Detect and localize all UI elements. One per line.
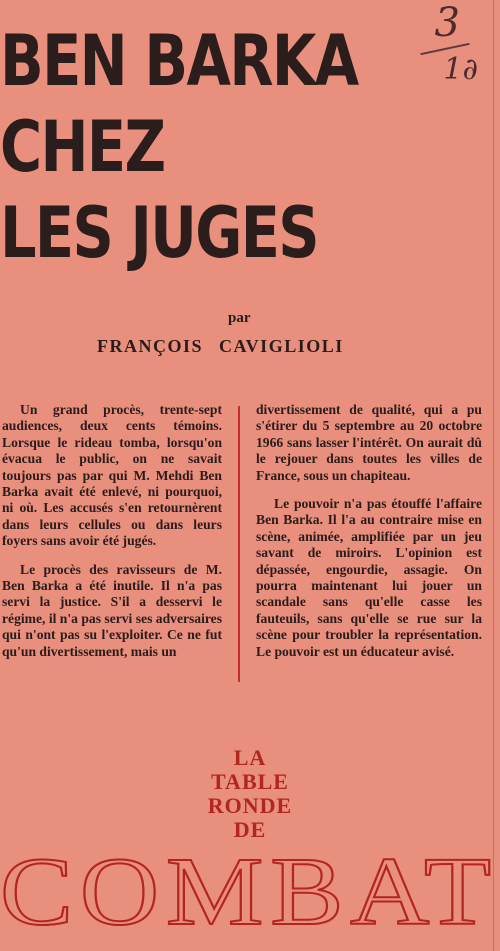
series-name	[0, 838, 500, 946]
author-name: FRANÇOIS CAVIGLIOLI	[97, 336, 344, 356]
publisher-line-3: RONDE	[207, 793, 293, 818]
publisher-line-1: LA	[233, 745, 267, 770]
paragraph: Un grand procès, trente-sept audiences, deux cents témoins. Lorsque le rideau tomba, lorsqu'on évacua le public, on ne savait toujours pas par qui M. Mehdi Ben Barka avait été enlevé, ni pourquoi, ni où. Les accusés s'en retournèrent dans leurs cellules ou dans leurs foyers sans avoir été jugés.	[2, 402, 222, 549]
publisher-line-2: TABLE	[211, 769, 289, 794]
paragraph: Le procès des ravisseurs de M. Ben Barka a été inutile. Il n'a pas servi la justice. S'il a desservi le régime, il n'a pas servi ses adversaires qui n'ont pas su l'exploiter. Ce ne fut qu'un divertissement, mais un	[2, 561, 222, 659]
paragraph: divertissement de qualité, qui a pu s'étirer du 5 septembre au 20 octobre 1966 sans lasser l'intérêt. On aurait dû le rejouer dans toutes les villes de France, sous un chapiteau.	[256, 402, 482, 483]
title-line-1: BEN BARKA	[0, 20, 358, 102]
publisher-line-4: DE	[233, 817, 267, 842]
title-line-2: CHEZ	[0, 106, 165, 188]
title-line-3: LES JUGES	[0, 192, 318, 274]
byline-par: par	[228, 310, 251, 326]
column-divider	[238, 406, 240, 682]
series-name-text: COMBAT	[0, 838, 498, 946]
paragraph: Le pouvoir n'a pas étouffé l'affaire Ben Barka. Il l'a au contraire mise en scène, animée, amplifiée par un jeu savant de miroirs. L'opinion est dépassée, engourdie, assagie. On pourra maintenant lui jouer un scandale sans qu'elle casse les fauteuils, sans qu'elle se rue sur la scène pour troubler la représentation. Le pouvoir est un éducateur avisé.	[256, 496, 482, 659]
handwritten-number-top: 3	[434, 0, 460, 46]
handwritten-number-bottom: 1∂	[443, 52, 478, 87]
book-title	[0, 18, 358, 276]
text-column-left	[2, 402, 222, 672]
text-column-right	[256, 402, 482, 672]
